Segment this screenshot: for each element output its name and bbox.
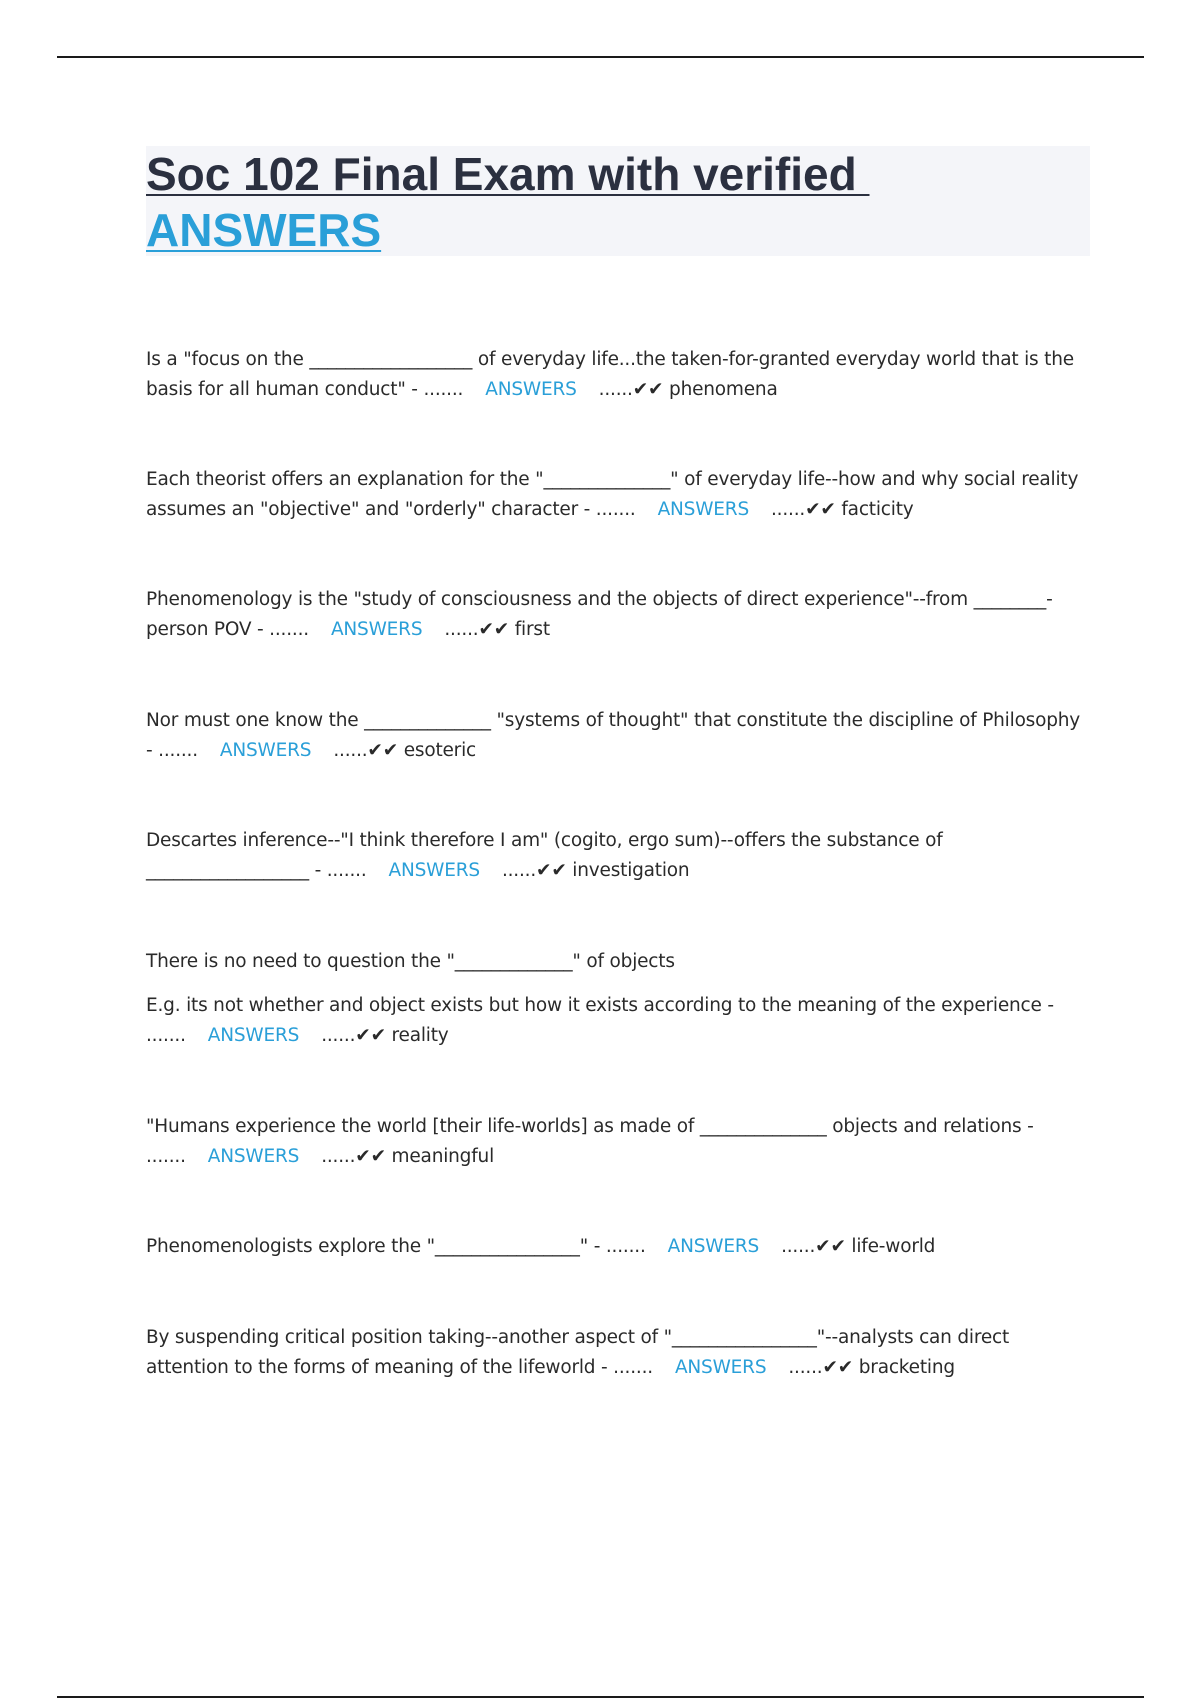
question-item	[146, 465, 1090, 525]
answer-text: ......✔✔ investigation	[501, 860, 690, 881]
answer-text: ......✔✔ bracketing	[788, 1357, 955, 1378]
answers-label: ANSWERS	[674, 1357, 767, 1378]
answers-label: ANSWERS	[667, 1236, 760, 1257]
question-text: Descartes inference--"I think therefore I am" (cogito, ergo sum)--offers the substance of __________________ - .......	[146, 830, 943, 881]
question-text: By suspending critical position taking--another aspect of "________________"--analysts can direct attention to the forms of meaning of the lifeworld - .......	[146, 1327, 1010, 1378]
question-item	[146, 1112, 1090, 1172]
question-item	[146, 1323, 1090, 1383]
answers-label: ANSWERS	[330, 619, 423, 640]
answer-text: ......✔✔ meaningful	[321, 1146, 495, 1167]
question-item	[146, 947, 1090, 1051]
question-text: There is no need to question the "_____________" of objects	[146, 951, 675, 972]
answers-label: ANSWERS	[485, 379, 577, 400]
question-text: Phenomenology is the "study of consciousness and the objects of direct experience"--from ________-person POV - .......	[146, 589, 1053, 640]
bottom-rule	[57, 1696, 1144, 1698]
answers-label: ANSWERS	[219, 740, 312, 761]
question-text: Nor must one know the ______________ "systems of thought" that constitute the discipline of Philosophy - .......	[146, 710, 1081, 761]
answers-label: ANSWERS	[657, 499, 749, 520]
question-text: Is a "focus on the __________________ of everyday life...the taken-for-granted everyday world that is the basis for all human conduct" - .......	[146, 349, 1074, 400]
question-text: Each theorist offers an explanation for the "______________" of everyday life--how and why social reality assumes an "objective" and "orderly" character - .......	[146, 469, 1079, 520]
question-text: "Humans experience the world [their life-worlds] as made of ______________ objects and relations - .......	[146, 1116, 1034, 1167]
answers-label: ANSWERS	[207, 1025, 300, 1046]
question-item	[146, 826, 1090, 886]
answer-text: ......✔✔ life-world	[781, 1236, 936, 1257]
question-item	[146, 345, 1090, 405]
title-line-1: Soc 102 Final Exam with verified	[146, 148, 870, 200]
title-line-2: ANSWERS	[146, 204, 382, 256]
question-item	[146, 585, 1090, 645]
top-rule	[57, 56, 1144, 58]
answer-text: ......✔✔ facticity	[771, 499, 914, 520]
question-extra-text: E.g. its not whether and object exists but how it exists according to the meaning of the experience - .......	[146, 995, 1054, 1046]
answer-text: ......✔✔ phenomena	[598, 379, 778, 400]
answer-text: ......✔✔ esoteric	[333, 740, 477, 761]
answer-text: ......✔✔ reality	[321, 1025, 449, 1046]
question-item	[146, 1232, 1090, 1262]
question-item	[146, 706, 1090, 766]
question-extra	[146, 991, 1090, 1051]
answers-label: ANSWERS	[388, 860, 480, 881]
answers-label: ANSWERS	[207, 1146, 300, 1167]
question-text: Phenomenologists explore the "________________" - .......	[146, 1236, 646, 1257]
document-title	[146, 146, 1090, 256]
answer-text: ......✔✔ first	[444, 619, 550, 640]
